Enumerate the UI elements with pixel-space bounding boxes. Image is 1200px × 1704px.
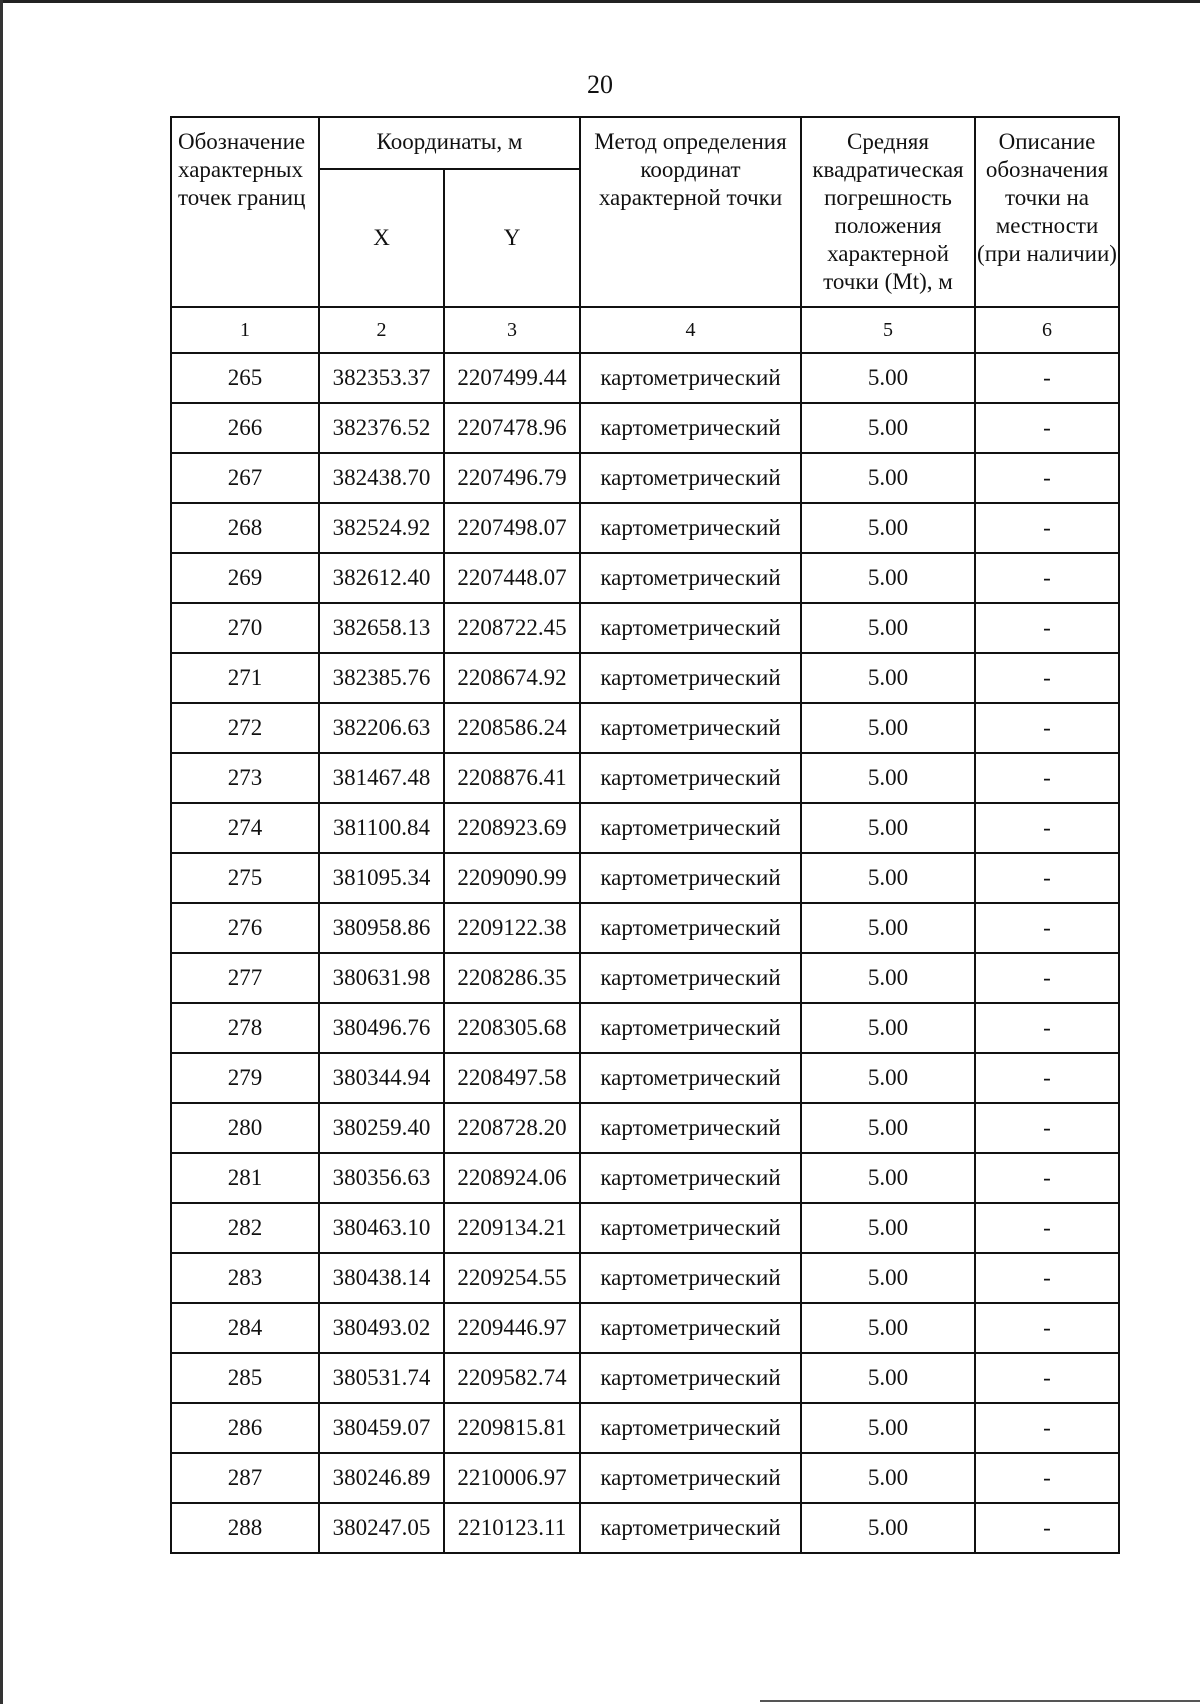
y-cell: 2209090.99 <box>444 853 580 903</box>
description-cell: - <box>975 1353 1119 1403</box>
table-row <box>171 753 1119 803</box>
header-x: X <box>319 169 444 307</box>
error-cell: 5.00 <box>801 453 975 503</box>
description-cell: - <box>975 903 1119 953</box>
point-cell: 267 <box>171 453 319 503</box>
method-cell: картометрический <box>580 1103 801 1153</box>
y-cell: 2209815.81 <box>444 1403 580 1453</box>
y-cell: 2208286.35 <box>444 953 580 1003</box>
error-cell: 5.00 <box>801 853 975 903</box>
error-cell: 5.00 <box>801 1103 975 1153</box>
table-row <box>171 503 1119 553</box>
y-cell: 2208497.58 <box>444 1053 580 1103</box>
description-cell: - <box>975 1303 1119 1353</box>
point-cell: 288 <box>171 1503 319 1553</box>
x-cell: 380344.94 <box>319 1053 444 1103</box>
header-coordinates: Координаты, м <box>319 117 580 169</box>
x-cell: 381100.84 <box>319 803 444 853</box>
point-cell: 278 <box>171 1003 319 1053</box>
y-cell: 2207498.07 <box>444 503 580 553</box>
y-cell: 2208876.41 <box>444 753 580 803</box>
y-cell: 2208924.06 <box>444 1153 580 1203</box>
description-cell: - <box>975 803 1119 853</box>
table-row <box>171 853 1119 903</box>
y-cell: 2208305.68 <box>444 1003 580 1053</box>
table-row <box>171 1253 1119 1303</box>
y-cell: 2209582.74 <box>444 1353 580 1403</box>
header-y: Y <box>444 169 580 307</box>
x-cell: 380493.02 <box>319 1303 444 1353</box>
x-cell: 380463.10 <box>319 1203 444 1253</box>
x-cell: 380356.63 <box>319 1153 444 1203</box>
error-cell: 5.00 <box>801 1253 975 1303</box>
point-cell: 285 <box>171 1353 319 1403</box>
error-cell: 5.00 <box>801 603 975 653</box>
description-cell: - <box>975 553 1119 603</box>
description-cell: - <box>975 453 1119 503</box>
y-cell: 2209134.21 <box>444 1203 580 1253</box>
point-cell: 268 <box>171 503 319 553</box>
point-cell: 270 <box>171 603 319 653</box>
error-cell: 5.00 <box>801 1303 975 1353</box>
y-cell: 2208674.92 <box>444 653 580 703</box>
x-cell: 380531.74 <box>319 1353 444 1403</box>
point-cell: 274 <box>171 803 319 853</box>
x-cell: 380958.86 <box>319 903 444 953</box>
scan-edge-top <box>0 0 1200 3</box>
description-cell: - <box>975 1503 1119 1553</box>
description-cell: - <box>975 603 1119 653</box>
error-cell: 5.00 <box>801 353 975 403</box>
scan-edge-left <box>0 0 3 1704</box>
description-cell: - <box>975 1403 1119 1453</box>
y-cell: 2207478.96 <box>444 403 580 453</box>
y-cell: 2210006.97 <box>444 1453 580 1503</box>
error-cell: 5.00 <box>801 953 975 1003</box>
method-cell: картометрический <box>580 1053 801 1103</box>
method-cell: картометрический <box>580 1403 801 1453</box>
method-cell: картометрический <box>580 703 801 753</box>
error-cell: 5.00 <box>801 1453 975 1503</box>
description-cell: - <box>975 1153 1119 1203</box>
header-error: Средняя квадратическая погрешность положения характерной точки (Mt), м <box>801 117 975 307</box>
table-header <box>171 117 1119 307</box>
column-number: 6 <box>975 307 1119 353</box>
method-cell: картометрический <box>580 1503 801 1553</box>
description-cell: - <box>975 1203 1119 1253</box>
table-row <box>171 1503 1119 1553</box>
point-cell: 279 <box>171 1053 319 1103</box>
y-cell: 2209254.55 <box>444 1253 580 1303</box>
method-cell: картометрический <box>580 1003 801 1053</box>
x-cell: 382438.70 <box>319 453 444 503</box>
method-cell: картометрический <box>580 953 801 1003</box>
method-cell: картометрический <box>580 453 801 503</box>
x-cell: 381467.48 <box>319 753 444 803</box>
method-cell: картометрический <box>580 803 801 853</box>
description-cell: - <box>975 653 1119 703</box>
error-cell: 5.00 <box>801 1003 975 1053</box>
table-row <box>171 1453 1119 1503</box>
y-cell: 2209446.97 <box>444 1303 580 1353</box>
description-cell: - <box>975 1053 1119 1103</box>
x-cell: 382206.63 <box>319 703 444 753</box>
y-cell: 2208722.45 <box>444 603 580 653</box>
table-body <box>171 307 1119 1553</box>
point-cell: 266 <box>171 403 319 453</box>
y-cell: 2208728.20 <box>444 1103 580 1153</box>
x-cell: 380459.07 <box>319 1403 444 1453</box>
method-cell: картометрический <box>580 903 801 953</box>
point-cell: 275 <box>171 853 319 903</box>
column-number: 1 <box>171 307 319 353</box>
description-cell: - <box>975 953 1119 1003</box>
error-cell: 5.00 <box>801 503 975 553</box>
point-cell: 265 <box>171 353 319 403</box>
x-cell: 382658.13 <box>319 603 444 653</box>
method-cell: картометрический <box>580 603 801 653</box>
point-cell: 283 <box>171 1253 319 1303</box>
column-number: 2 <box>319 307 444 353</box>
x-cell: 380246.89 <box>319 1453 444 1503</box>
point-cell: 271 <box>171 653 319 703</box>
method-cell: картометрический <box>580 1203 801 1253</box>
x-cell: 382385.76 <box>319 653 444 703</box>
error-cell: 5.00 <box>801 1353 975 1403</box>
error-cell: 5.00 <box>801 1053 975 1103</box>
error-cell: 5.00 <box>801 803 975 853</box>
method-cell: картометрический <box>580 353 801 403</box>
description-cell: - <box>975 753 1119 803</box>
description-cell: - <box>975 1003 1119 1053</box>
error-cell: 5.00 <box>801 1403 975 1453</box>
table-row <box>171 603 1119 653</box>
page-number: 20 <box>587 70 613 99</box>
table-row <box>171 453 1119 503</box>
point-cell: 269 <box>171 553 319 603</box>
method-cell: картометрический <box>580 1453 801 1503</box>
table-row <box>171 1203 1119 1253</box>
description-cell: - <box>975 403 1119 453</box>
description-cell: - <box>975 353 1119 403</box>
table-row <box>171 553 1119 603</box>
error-cell: 5.00 <box>801 1203 975 1253</box>
x-cell: 382353.37 <box>319 353 444 403</box>
header-designation: Обозначение характерных точек границ <box>171 117 319 307</box>
y-cell: 2207496.79 <box>444 453 580 503</box>
y-cell: 2208586.24 <box>444 703 580 753</box>
point-cell: 280 <box>171 1103 319 1153</box>
point-cell: 272 <box>171 703 319 753</box>
coordinates-table <box>170 116 1120 1554</box>
table-row <box>171 1353 1119 1403</box>
table-row <box>171 803 1119 853</box>
table-row <box>171 903 1119 953</box>
x-cell: 380438.14 <box>319 1253 444 1303</box>
y-cell: 2207499.44 <box>444 353 580 403</box>
method-cell: картометрический <box>580 1303 801 1353</box>
y-cell: 2207448.07 <box>444 553 580 603</box>
method-cell: картометрический <box>580 853 801 903</box>
point-cell: 281 <box>171 1153 319 1203</box>
method-cell: картометрический <box>580 653 801 703</box>
y-cell: 2209122.38 <box>444 903 580 953</box>
table-row <box>171 1103 1119 1153</box>
header-method: Метод определения координат характерной точки <box>580 117 801 307</box>
method-cell: картометрический <box>580 403 801 453</box>
description-cell: - <box>975 503 1119 553</box>
description-cell: - <box>975 1453 1119 1503</box>
x-cell: 382376.52 <box>319 403 444 453</box>
table-row <box>171 1053 1119 1103</box>
point-cell: 273 <box>171 753 319 803</box>
point-cell: 284 <box>171 1303 319 1353</box>
point-cell: 286 <box>171 1403 319 1453</box>
y-cell: 2208923.69 <box>444 803 580 853</box>
error-cell: 5.00 <box>801 403 975 453</box>
table-row <box>171 1303 1119 1353</box>
x-cell: 380259.40 <box>319 1103 444 1153</box>
column-number: 5 <box>801 307 975 353</box>
table-row <box>171 1003 1119 1053</box>
x-cell: 381095.34 <box>319 853 444 903</box>
error-cell: 5.00 <box>801 1153 975 1203</box>
error-cell: 5.00 <box>801 903 975 953</box>
header-description: Описание обозначения точки на местности (при наличии) <box>975 117 1119 307</box>
error-cell: 5.00 <box>801 553 975 603</box>
method-cell: картометрический <box>580 1353 801 1403</box>
description-cell: - <box>975 853 1119 903</box>
x-cell: 380247.05 <box>319 1503 444 1553</box>
column-number: 3 <box>444 307 580 353</box>
description-cell: - <box>975 1103 1119 1153</box>
error-cell: 5.00 <box>801 703 975 753</box>
point-cell: 277 <box>171 953 319 1003</box>
method-cell: картометрический <box>580 1253 801 1303</box>
table-row <box>171 403 1119 453</box>
table-row <box>171 1403 1119 1453</box>
table-row <box>171 1153 1119 1203</box>
description-cell: - <box>975 1253 1119 1303</box>
table-row <box>171 703 1119 753</box>
table-row <box>171 353 1119 403</box>
table-row <box>171 953 1119 1003</box>
error-cell: 5.00 <box>801 653 975 703</box>
point-cell: 276 <box>171 903 319 953</box>
point-cell: 282 <box>171 1203 319 1253</box>
error-cell: 5.00 <box>801 753 975 803</box>
method-cell: картометрический <box>580 553 801 603</box>
x-cell: 382612.40 <box>319 553 444 603</box>
table-row <box>171 653 1119 703</box>
x-cell: 380496.76 <box>319 1003 444 1053</box>
method-cell: картометрический <box>580 753 801 803</box>
y-cell: 2210123.11 <box>444 1503 580 1553</box>
x-cell: 382524.92 <box>319 503 444 553</box>
method-cell: картометрический <box>580 503 801 553</box>
point-cell: 287 <box>171 1453 319 1503</box>
column-number: 4 <box>580 307 801 353</box>
error-cell: 5.00 <box>801 1503 975 1553</box>
method-cell: картометрический <box>580 1153 801 1203</box>
description-cell: - <box>975 703 1119 753</box>
column-numbers-row <box>171 307 1119 353</box>
scan-edge-bottom <box>760 1700 1200 1702</box>
x-cell: 380631.98 <box>319 953 444 1003</box>
